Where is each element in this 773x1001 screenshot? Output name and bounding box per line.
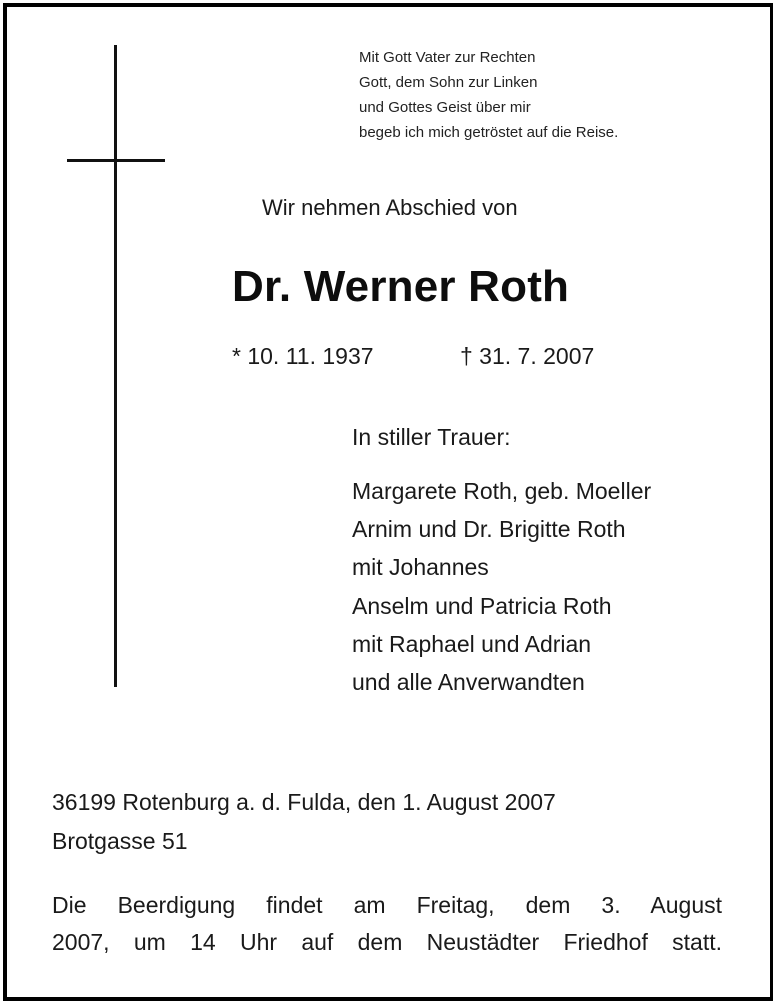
cross-icon-horizontal-beam bbox=[67, 159, 165, 162]
funeral-notice-line: Die Beerdigung findet am Freitag, dem 3. August bbox=[52, 892, 722, 918]
cross-icon-vertical-beam bbox=[114, 45, 117, 687]
mourner-name: mit Johannes bbox=[352, 554, 489, 581]
street-address: Brotgasse 51 bbox=[52, 828, 188, 854]
mourner-name: mit Raphael und Adrian bbox=[352, 630, 592, 657]
death-date: † 31. 7. 2007 bbox=[460, 343, 595, 369]
poem-line: und Gottes Geist über mir bbox=[359, 99, 531, 116]
birth-date: * 10. 11. 1937 bbox=[232, 343, 374, 369]
mourning-title: In stiller Trauer: bbox=[352, 424, 511, 450]
farewell-intro: Wir nehmen Abschied von bbox=[262, 195, 518, 220]
funeral-notice bbox=[52, 887, 722, 961]
poem-line: Gott, dem Sohn zur Linken bbox=[359, 74, 538, 91]
deceased-name: Dr. Werner Roth bbox=[232, 262, 570, 311]
poem bbox=[359, 45, 618, 145]
poem-line: begeb ich mich getröstet auf die Reise. bbox=[359, 124, 619, 141]
place-and-date: 36199 Rotenburg a. d. Fulda, den 1. August 2007 bbox=[52, 789, 556, 815]
funeral-notice-line: 2007, um 14 Uhr auf dem Neustädter Friedhof statt. bbox=[52, 929, 722, 955]
mourners-list bbox=[352, 472, 651, 701]
mourner-name: Anselm und Patricia Roth bbox=[352, 592, 612, 619]
mourner-name: Margarete Roth, geb. Moeller bbox=[352, 478, 652, 504]
mourner-name: und alle Anverwandten bbox=[352, 669, 585, 696]
mourner-name: Arnim und Dr. Brigitte Roth bbox=[352, 516, 626, 543]
poem-line: Mit Gott Vater zur Rechten bbox=[359, 49, 536, 66]
